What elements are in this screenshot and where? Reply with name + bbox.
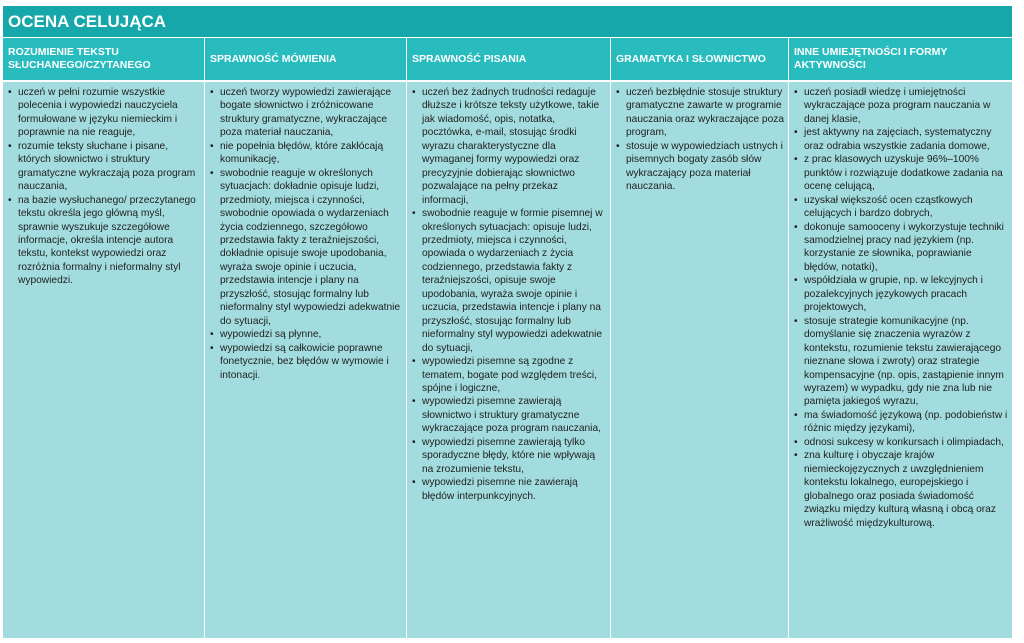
criteria-item: • uczeń bezbłędnie stosuje struktury gramatyczne zawarte w programie nauczania oraz wykraczające poza program, (614, 86, 784, 140)
column-header: GRAMATYKA I SŁOWNICTWO (611, 38, 788, 82)
criteria-item: • uczeń posiadł wiedzę i umiejętności wykraczające poza program nauczania w danej klasie, (792, 86, 1008, 126)
column-body (407, 82, 610, 638)
criteria-item: • swobodnie reaguje w formie pisemnej w określonych sytuacjach: opisuje ludzi, przedmioty, miejsca i czynności, opowiada o wydarzeniach z życia codziennego, przedstawia fakty z teraźniejszości, opisuje swoje upodobania, wyraża swoje opinie i uczucia, przedstawia intencje i plany na przyszłość, stosując formalny lub nieformalny styl wypowiedzi adekwatnie do sytuacji, (410, 207, 606, 355)
criteria-list (792, 86, 1008, 530)
criteria-item: • uczeń w pełni rozumie wszystkie polecenia i wypowiedzi nauczyciela formułowane w języku niemieckim i poprawnie na nie reaguje, (6, 86, 200, 140)
column-grammar-vocabulary (611, 38, 789, 638)
criteria-list (208, 86, 402, 382)
criteria-item: • wypowiedzi są płynne, (208, 328, 402, 341)
criteria-item: • na bazie wysłuchanego/ przeczytanego tekstu określa jego główną myśl, sprawnie wyszukuje szczegółowe informacje, określa intencje autora tekstu, kontekst wypowiedzi oraz rozróżnia formalny i nieformalny styl wypowiedzi. (6, 194, 200, 288)
criteria-item: • rozumie teksty słuchane i pisane, których słownictwo i struktury gramatyczne wykraczają poza program nauczania, (6, 140, 200, 194)
column-speaking (205, 38, 407, 638)
criteria-list (410, 86, 606, 503)
criteria-item: • wypowiedzi pisemne nie zawierają błędów interpunkcyjnych. (410, 476, 606, 503)
column-body (789, 82, 1012, 638)
criteria-item: • stosuje strategie komunikacyjne (np. domyślanie się znaczenia wyrazów z kontekstu, rozumienie tekstu zawierającego nieznane słowa i zwroty) oraz strategie kompensacyjne (np. opis, zastąpienie innym wyrazem) w wypadku, gdy nie zna lub nie pamięta jakiegoś wyrazu, (792, 315, 1008, 409)
criteria-item: • wypowiedzi pisemne zawierają słownictwo i struktury gramatyczne wykraczające poza program nauczania, (410, 395, 606, 435)
column-header: INNE UMIEJĘTNOŚCI I FORMY AKTYWNOŚCI (789, 38, 1012, 82)
criteria-item: • nie popełnia błędów, które zakłócają komunikację, (208, 140, 402, 167)
column-comprehension (3, 38, 205, 638)
column-header: SPRAWNOŚĆ MÓWIENIA (205, 38, 406, 82)
criteria-item: • uzyskał większość ocen cząstkowych celujących i bardzo dobrych, (792, 194, 1008, 221)
criteria-table (3, 38, 1012, 638)
page-title: OCENA CELUJĄCA (3, 6, 1012, 37)
criteria-list (614, 86, 784, 194)
criteria-item: • ma świadomość językową (np. podobieństw i różnic między językami), (792, 409, 1008, 436)
column-body (3, 82, 204, 638)
criteria-item: • uczeń bez żadnych trudności redaguje dłuższe i krótsze teksty użytkowe, takie jak wiadomość, opis, notatka, pocztówka, e-mail, stosując środki wyrazu charakterystyczne dla wymaganej formy wypowiedzi oraz precyzyjnie dobierając słownictwo pozwalające na pełny przekaz informacji, (410, 86, 606, 207)
column-writing (407, 38, 611, 638)
column-body (205, 82, 406, 638)
criteria-item: • zna kulturę i obyczaje krajów niemieckojęzycznych z uwzględnieniem kontekstu lokalnego, europejskiego i globalnego oraz posiada świadomość związku między kulturą własną i obcą oraz wrażliwość międzykulturową. (792, 449, 1008, 530)
criteria-list (6, 86, 200, 288)
criteria-item: • odnosi sukcesy w konkursach i olimpiadach, (792, 436, 1008, 449)
criteria-item: • wypowiedzi są całkowicie poprawne fonetycznie, bez błędów w wymowie i intonacji. (208, 342, 402, 382)
criteria-item: • wypowiedzi pisemne są zgodne z tematem, bogate pod względem treści, spójne i logiczne, (410, 355, 606, 395)
criteria-item: • jest aktywny na zajęciach, systematyczny oraz odrabia wszystkie zadania domowe, (792, 126, 1008, 153)
column-other-skills (789, 38, 1012, 638)
column-body (611, 82, 788, 638)
criteria-item: • stosuje w wypowiedziach ustnych i pisemnych bogaty zasób słów wykraczający poza materiał nauczania. (614, 140, 784, 194)
criteria-item: • uczeń tworzy wypowiedzi zawierające bogate słownictwo i zróżnicowane struktury gramatyczne, wykraczające poza materiał nauczania, (208, 86, 402, 140)
criteria-item: • z prac klasowych uzyskuje 96%–100% punktów i rozwiązuje dodatkowe zadania na ocenę celującą, (792, 153, 1008, 193)
criteria-item: • swobodnie reaguje w określonych sytuacjach: dokładnie opisuje ludzi, przedmioty, miejsca i czynności, swobodnie opowiada o wydarzeniach życia codziennego, szczegółowo przedstawia fakty z teraźniejszości, dokładnie opisuje swoje upodobania, wyraża swoje opinie i uczucia, przedstawia intencje i plany na przyszłość, stosując formalny lub nieformalny styl wypowiedzi adekwatnie do sytuacji, (208, 167, 402, 328)
criteria-item: • dokonuje samooceny i wykorzystuje techniki samodzielnej pracy nad językiem (np. korzystanie ze słownika, poprawianie błędów, notatki), (792, 221, 1008, 275)
column-header: SPRAWNOŚĆ PISANIA (407, 38, 610, 82)
column-header: ROZUMIENIE TEKSTU SŁUCHANEGO/CZYTANEGO (3, 38, 204, 82)
criteria-item: • wypowiedzi pisemne zawierają tylko sporadyczne błędy, które nie wpływają na zrozumienie tekstu, (410, 436, 606, 476)
criteria-item: • współdziała w grupie, np. w lekcyjnych i pozalekcyjnych językowych pracach projektowych, (792, 274, 1008, 314)
